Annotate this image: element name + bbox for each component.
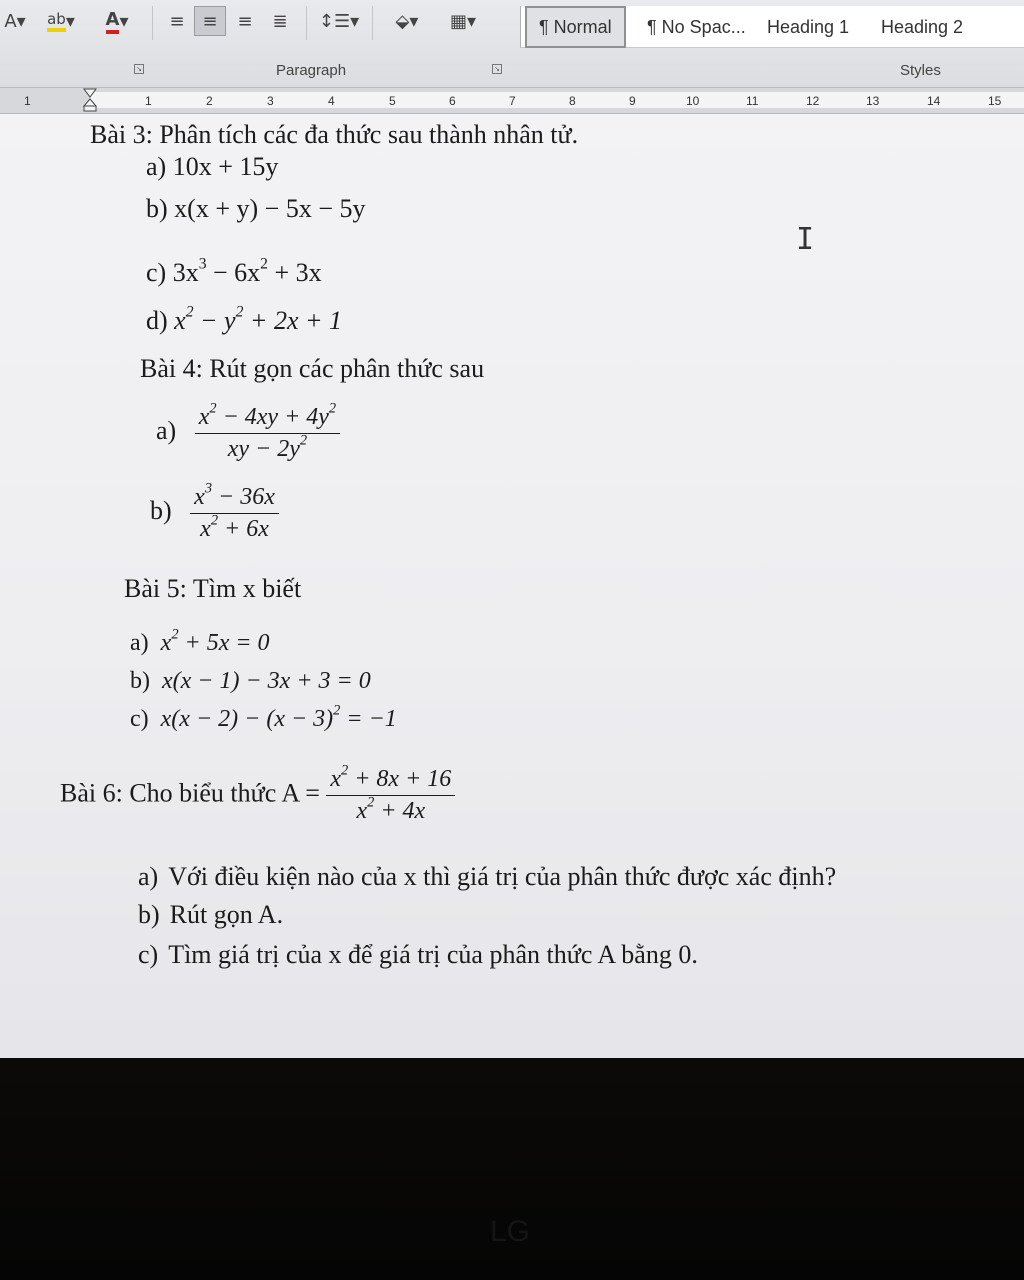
style-heading-2[interactable]: Heading 2 (881, 16, 964, 37)
item-label: c) (130, 706, 149, 732)
bai5-item-c (130, 702, 397, 733)
align-left-icon[interactable]: ≡ (169, 10, 185, 32)
ruler-tick: 7 (509, 94, 516, 108)
item-label: a) (130, 630, 149, 656)
font-color-icon: A (106, 9, 120, 34)
ruler-tick: 8 (569, 94, 576, 108)
bai6-title-line (60, 762, 455, 825)
align-right-icon[interactable]: ≡ (237, 10, 253, 32)
i-beam-cursor-icon: I (796, 222, 815, 257)
ruler-tick: 9 (629, 94, 636, 108)
denominator: $x^2 + 6x$ (200, 512, 269, 542)
ribbon-toolbar (0, 0, 1024, 88)
item-label: a) (138, 862, 159, 891)
item-text: Với điều kiện nào của x thì giá trị của phân thức được xác định? (168, 862, 837, 891)
item-text: Rút gọn A. (169, 900, 284, 929)
item-label: a) (146, 152, 167, 181)
ruler-tick: 1 (24, 94, 31, 108)
style-no-spacing[interactable]: ¶ No Spac... (647, 16, 746, 37)
item-text: Tìm giá trị của x để giá trị của phân thức A bằng 0. (168, 940, 698, 969)
bai6-title: Bài 6: Cho biểu thức A = (60, 778, 320, 808)
expression: $x^2 + 5x = 0$ (160, 626, 270, 656)
ruler-tick: 4 (328, 94, 335, 108)
ruler-tick: 10 (686, 94, 700, 108)
style-normal[interactable]: ¶ Normal (525, 6, 626, 48)
bai3-item-d (146, 303, 343, 336)
expression: x(x + y) − 5x − 5y (174, 194, 366, 223)
bai4-item-b (150, 480, 279, 543)
font-color-button[interactable]: A ▾ (105, 8, 129, 32)
ruler-tick: 2 (206, 94, 213, 108)
line-spacing-icon[interactable]: ↕☰▾ (318, 10, 360, 32)
bai3-title: Bài 3: Phân tích các đa thức sau thành nhân tử. (90, 120, 579, 149)
justify-icon[interactable]: ≣ (272, 10, 288, 32)
bai6-item-b (138, 900, 283, 930)
highlight-color-button[interactable]: ab ▾ (47, 10, 75, 32)
paragraph-group-label: Paragraph (276, 62, 347, 79)
item-label: d) (146, 306, 168, 335)
item-label: b) (130, 668, 150, 694)
bai4-item-a (156, 400, 340, 463)
fraction (190, 480, 279, 543)
styles-group-label: Styles (900, 62, 941, 79)
highlighter-icon: ab (47, 10, 66, 32)
item-label: b) (150, 496, 172, 526)
indent-marker-icon[interactable] (82, 88, 98, 112)
fraction (326, 762, 455, 825)
ruler-tick: 5 (389, 94, 396, 108)
ruler-tick: 13 (866, 94, 880, 108)
item-label: b) (138, 900, 160, 929)
denominator: $x^2 + 4x$ (356, 794, 426, 824)
ruler-tick: 3 (267, 94, 274, 108)
ruler-tick: 11 (746, 94, 759, 108)
font-dialog-launcher-icon[interactable]: ↘ (134, 64, 144, 74)
bai5-title: Bài 5: Tìm x biết (124, 574, 302, 603)
numerator: $x^2 + 8x + 16$ (326, 766, 455, 796)
fraction (195, 400, 340, 463)
paragraph-dialog-launcher-icon[interactable]: ↘ (492, 64, 502, 74)
item-label: c) (138, 940, 159, 969)
expression: $3x^3 - 6x^2 + 3x$ (172, 255, 322, 287)
bai6-item-c (138, 940, 698, 970)
expression: $x^2 - y^2 + 2x + 1$ (174, 303, 343, 335)
bai5-item-b (130, 668, 371, 695)
item-label: b) (146, 194, 168, 223)
numerator: $x^3 - 36x$ (190, 484, 279, 514)
ruler-tick: 12 (806, 94, 820, 108)
item-label: c) (146, 258, 167, 287)
ruler-tick: 6 (449, 94, 456, 108)
bai3-item-a (146, 152, 278, 182)
align-center-icon[interactable]: ≡ (194, 6, 226, 36)
bai5-item-a (130, 626, 270, 657)
bai3-item-c (146, 255, 322, 288)
bai4-title: Bài 4: Rút gọn các phân thức sau (140, 354, 485, 383)
expression: $x(x - 2) - (x - 3)^2 = -1$ (160, 702, 397, 732)
shading-icon[interactable]: ⬙▾ (395, 10, 419, 32)
monitor-brand-logo: LG (490, 1215, 531, 1248)
ruler-tick: 1 (145, 94, 152, 108)
bai6-item-a (138, 862, 836, 892)
ruler-tick: 14 (927, 94, 941, 108)
style-heading-1[interactable]: Heading 1 (767, 16, 850, 37)
styles-gallery (520, 6, 1024, 48)
denominator: xy − $2y^2$ (227, 432, 308, 462)
item-label: a) (156, 416, 177, 446)
ruler-tick: 15 (988, 94, 1002, 108)
numerator: $x^2 - 4xy + 4y^2$ (195, 404, 340, 434)
horizontal-ruler[interactable] (0, 88, 1024, 114)
document-page[interactable] (0, 114, 1024, 1058)
expression: x(x − 1) − 3x + 3 = 0 (162, 668, 371, 694)
borders-icon[interactable]: ▦▾ (449, 10, 477, 32)
bai3-item-b (146, 194, 365, 224)
font-size-decrease-icon[interactable]: A▾ (4, 10, 26, 32)
expression: 10x + 15y (172, 152, 279, 181)
